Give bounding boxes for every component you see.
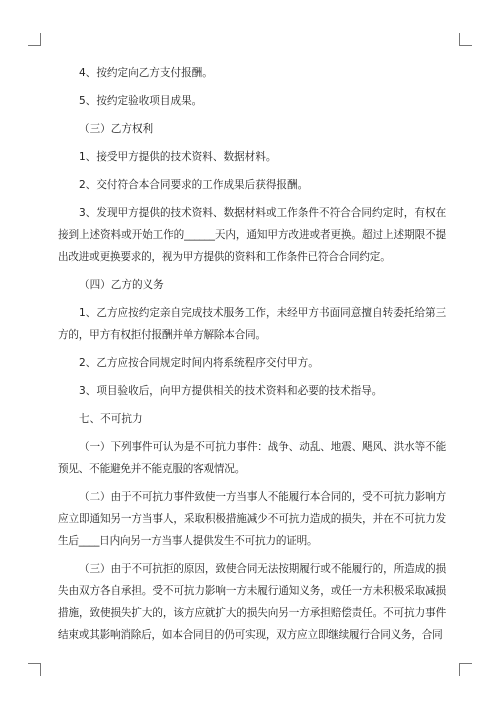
- paragraph: 1、接受甲方提供的技术资料、数据材料。: [79, 151, 277, 163]
- paragraph: 2、乙方应按合同规定时间内将系统程序交付甲方。: [79, 357, 319, 369]
- paragraph: 2、交付符合本合同要求的工作成果后获得报酬。: [79, 179, 309, 191]
- paragraph: （二）由于不可抗力事件致使一方当事人不能履行本合同的，受不可抗力影响方应立即通知另一方当事人，采取积极措施减少不可抗力造成的损失，并在不可抗力发生后____日内向另一方当事人提供发生不可抗力的证明。: [58, 491, 446, 547]
- crop-mark-bottom-left: [28, 663, 41, 676]
- paragraph: 5、按约定验收项目成果。: [79, 95, 203, 107]
- document-body: [58, 62, 446, 652]
- paragraph: 4、按约定向乙方支付报酬。: [79, 67, 213, 79]
- section-heading: （四）乙方的义务: [79, 279, 164, 291]
- paragraph: （三）由于不可抗拒的原因，致使合同无法按期履行或不能履行的，所造成的损失由双方各自承担。受不可抗力影响一方未履行通知义务，或任一方未积极采取减损措施，致使损失扩大的，该方应就扩大的损失向另一方承担赔偿责任。不可抗力事件结束或其影响消除后，如本合同目的仍可实现，双方应立即继续履行合同义务，合同: [58, 563, 446, 641]
- section-heading: （三）乙方权利: [79, 123, 154, 135]
- crop-mark-top-left: [28, 33, 41, 46]
- paragraph: 3、发现甲方提供的技术资料、数据材料或工作条件不符合合同约定时，有权在接到上述资料或开始工作的______天内，通知甲方改进或者更换。超过上述期限不提出改进或更换要求的，视为甲方提供的资料和工作条件已符合合同约定。: [58, 207, 446, 263]
- paragraph: （一）下列事件可认为是不可抗力事件：战争、动乱、地震、飓风、洪水等不能预见、不能避免并不能克服的客观情况。: [58, 441, 446, 475]
- paragraph: 3、项目验收后，向甲方提供相关的技术资料和必要的技术指导。: [79, 385, 383, 397]
- section-heading: 七、不可抗力: [79, 413, 143, 425]
- paragraph: 1、乙方应按约定亲自完成技术服务工作，未经甲方书面同意擅自转委托给第三方的，甲方有权拒付报酬并单方解除本合同。: [58, 307, 446, 341]
- crop-mark-top-right: [459, 33, 472, 46]
- crop-mark-bottom-right: [459, 663, 472, 676]
